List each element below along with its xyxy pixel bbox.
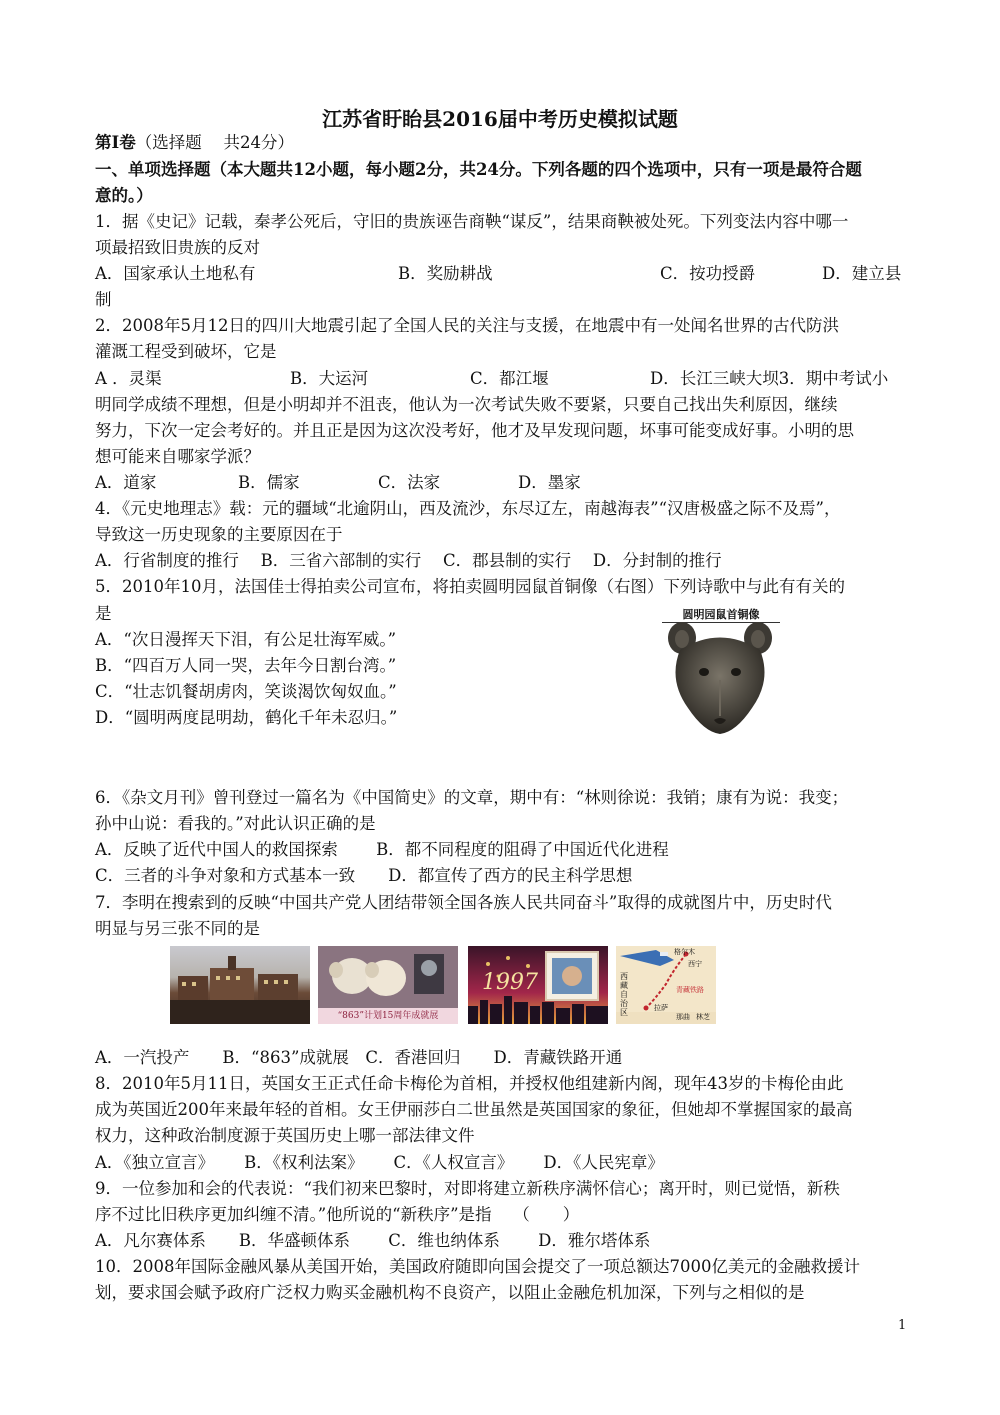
q5-option-d: D．“圆明两度昆明劫，鹤化千年未忍归。” [95, 708, 398, 727]
q3-option-d: D．墨家 [518, 473, 581, 492]
q8-stem-line3: 权力，这种政治制度源于英国历史上哪一部法律文件 [95, 1126, 475, 1145]
q1-option-d-continued: 制 [95, 290, 112, 309]
q1-option-d: D．建立县 [822, 264, 902, 283]
part-header [95, 130, 294, 156]
map-label-golmud: 格尔木 [674, 948, 695, 956]
q2-option-d: D．长江三峡大坝3．期中考试小 [650, 369, 889, 388]
q5-option-a: A．“次日漫挥天下泪，有公足壮海军威。” [95, 630, 397, 649]
q8-stem-line1: 8．2010年5月11日，英国女王正式任命卡梅伦为首相，并授权他组建新内阁，现年43岁的卡梅伦由此 [95, 1074, 844, 1093]
map-label-nyingchi: 林芝 [696, 1013, 710, 1021]
q1-option-a: A．国家承认土地私有 [95, 264, 256, 283]
map-label-railway: 青藏铁路 [676, 986, 704, 994]
q4-options: A．行省制度的推行 B．三省六部制的实行 C．郡县制的实行 D．分封制的推行 [95, 551, 722, 570]
q7-image2-caption: “863”计划15周年成就展 [318, 1008, 458, 1024]
part-subtitle: （选择题 共24分） [135, 133, 294, 152]
q2-option-b: B．大运河 [290, 369, 369, 388]
q7-stem-line1: 7．李明在搜索到的反映“中国共产党人团结带领全国各族人民共同奋斗”取得的成就图片中，历史时代 [95, 893, 832, 912]
page-number: 1 [898, 1318, 907, 1333]
q2-option-c: C．都江堰 [470, 369, 549, 388]
q5-stem-line1: 5．2010年10月，法国佳士得拍卖公司宣布，将拍卖圆明园鼠首铜像（右图）下列诗歌中与此有有关的 [95, 577, 845, 596]
q3-option-a: A．道家 [95, 473, 157, 492]
q1-option-b: B．奖励耕战 [398, 264, 493, 283]
q6-options-ab: A．反映了近代中国人的救国探索 B．都不同程度的阻碍了中国近代化进程 [95, 840, 669, 859]
q3-option-b: B．儒家 [238, 473, 300, 492]
q5-stem-line2: 是 [95, 604, 112, 623]
map-label-lhasa: 拉萨 [654, 1004, 668, 1012]
section-instruction-line1: 一、单项选择题（本大题共12小题，每小题2分，共24分。下列各题的四个选项中，只有一项是最符合题 [95, 160, 862, 179]
q3-stem-line1: 明同学成绩不理想，但是小明却并不沮丧，他认为一次考试失败不要紧，只要自己找出失利原因，继续 [95, 395, 838, 414]
rat-head-caption: 圆明园鼠首铜像 [662, 606, 780, 623]
page-title: 江苏省盱眙县2016届中考历史模拟试题 [322, 107, 678, 131]
q7-image-qinghai-tibet-railway [616, 946, 716, 1024]
q4-stem-line2: 导致这一历史现象的主要原因在于 [95, 525, 343, 544]
q9-stem-line1: 9．一位参加和会的代表说：“我们初来巴黎时，对即将建立新秩序满怀信心；离开时，则已觉悟，新秩 [95, 1179, 840, 1198]
q7-image-faw-factory [170, 946, 310, 1024]
q2-stem-line2: 灌溉工程受到破坏，它是 [95, 342, 277, 361]
q2-option-a: A ．灵渠 [95, 369, 162, 388]
q8-stem-line2: 成为英国近200年来最年轻的首相。女王伊丽莎白二世虽然是英国国家的象征，但她却不掌握国家的最高 [95, 1100, 853, 1119]
q7-image-863-exhibition [318, 946, 458, 1024]
q6-stem-line2: 孙中山说：看我的。”对此认识正确的是 [95, 814, 376, 833]
q4-stem-line1: 4．《元史地理志》载：元的疆域“北逾阴山，西及流沙，东尽辽左，南越海表”“汉唐极盛之际不及焉”， [95, 499, 841, 518]
q7-image-hong-kong-return [468, 946, 608, 1024]
part-label: 第Ⅰ卷 [95, 133, 136, 152]
q9-stem-line2: 序不过比旧秩序更加纠缠不清。”他所说的“新秩序”是指 （ ） [95, 1205, 580, 1224]
q7-options: A．一汽投产 B．“863”成就展 C．香港回归 D．青藏铁路开通 [95, 1048, 623, 1067]
q5-option-b: B．“四百万人同一哭，去年今日割台湾。” [95, 656, 397, 675]
q6-options-cd: C．三者的斗争对象和方式基本一致 D．都宣传了西方的民主科学思想 [95, 866, 633, 885]
q1-stem-line1: 1．据《史记》记载，秦孝公死后，守旧的贵族诬告商鞅“谋反”，结果商鞅被处死。下列变法内容中哪一 [95, 212, 849, 231]
q1-option-c: C．按功授爵 [660, 264, 756, 283]
q7-image3-year: 1997 [482, 970, 538, 995]
q10-stem-line2: 划，要求国会赋予政府广泛权力购买金融机构不良资产，以阻止金融危机加深，下列与之相似的是 [95, 1283, 805, 1302]
q5-option-c: C．“壮志饥餐胡虏肉，笑谈渴饮匈奴血。” [95, 682, 397, 701]
q10-stem-line1: 10．2008年国际金融风暴从美国开始，美国政府随即向国会提交了一项总额达7000亿美元的金融救援计 [95, 1257, 860, 1276]
section-instruction-line2: 意的。） [95, 186, 153, 205]
q3-stem-line2: 努力，下次一定会考好的。并且正是因为这次没考好，他才及早发现问题，坏事可能变成好事。小明的思 [95, 421, 854, 440]
q2-stem-line1: 2．2008年5月12日的四川大地震引起了全国人民的关注与支援，在地震中有一处闻名世界的古代防洪 [95, 316, 839, 335]
rat-head-bronze-image [660, 620, 780, 738]
q3-option-c: C．法家 [378, 473, 441, 492]
q9-options: A．凡尔赛体系 B．华盛顿体系 C．维也纳体系 D．雅尔塔体系 [95, 1231, 651, 1250]
q3-stem-line3: 想可能来自哪家学派？ [95, 447, 260, 466]
map-label-nagqu: 那曲 [676, 1013, 690, 1021]
q7-stem-line2: 明显与另三张不同的是 [95, 919, 260, 938]
q8-options: A．《独立宣言》 B．《权利法案》 C．《人权宣言》 D．《人民宪章》 [95, 1153, 664, 1172]
q6-stem-line1: 6．《杂文月刊》曾刊登过一篇名为《中国简史》的文章，期中有：“林则徐说：我销；康有为说：我变； [95, 788, 849, 807]
map-label-xining: 西宁 [688, 960, 702, 968]
map-label-tibet: 西藏自治区 [620, 972, 628, 1017]
q1-stem-line2: 项最招致旧贵族的反对 [95, 238, 260, 257]
